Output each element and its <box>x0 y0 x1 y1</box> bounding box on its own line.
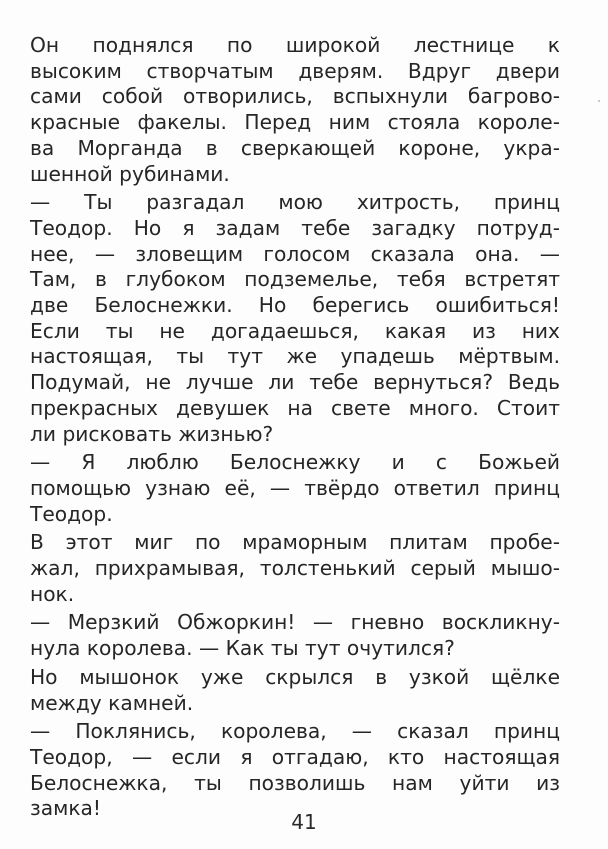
text-line: — Ты разгадал мою хитрость, принц <box>30 190 560 215</box>
story-text <box>30 33 560 825</box>
text-line: нее, — зловещим голосом сказала она. — <box>30 241 560 266</box>
paragraph <box>30 610 560 661</box>
text-line: Он поднялся по широкой лестнице к <box>30 33 560 57</box>
text-line: красные факелы. Перед ним стояла короле- <box>30 110 560 135</box>
text-line: настоящая, ты тут же упадешь мёртвым. <box>30 344 560 369</box>
text-line: Подумай, не лучше ли тебе вернуться? Ведь <box>30 370 560 395</box>
text-line: замка! <box>30 796 101 821</box>
paragraph <box>30 33 560 187</box>
paragraph <box>30 719 560 822</box>
text-line: ли рисковать жизнью? <box>30 421 274 446</box>
text-line: жал, прихрамывая, толстенький серый мышо- <box>30 556 560 581</box>
text-line: Если ты не догадаешься, какая из них <box>30 318 560 343</box>
paragraph <box>30 450 560 527</box>
text-line: нула королева. — Как ты тут очутился? <box>30 636 455 661</box>
text-line: В этот миг по мраморным плитам пробе- <box>30 530 560 555</box>
text-line: Там, в глубоком подземелье, тебя встретят <box>30 267 560 292</box>
text-line: Теодор, — если я отгадаю, кто настоящая <box>30 744 560 769</box>
text-line: две Белоснежки. Но берегись ошибиться! <box>30 293 560 318</box>
text-line: высоким створчатым дверям. Вдруг двери <box>30 58 560 83</box>
text-line: помощью узнаю её, — твёрдо ответил принц <box>30 475 560 500</box>
text-line: Теодор. <box>30 501 113 526</box>
text-line: прекрасных девушек на свете много. Стоит <box>30 395 560 420</box>
paragraph <box>30 665 560 716</box>
text-line: нок. <box>30 581 75 606</box>
text-line: Но мышонок уже скрылся в узкой щёлке <box>30 664 560 689</box>
text-line: шенной рубинами. <box>30 161 230 186</box>
paragraph <box>30 190 560 447</box>
text-line: — Поклянись, королева, — сказал принц <box>30 719 560 744</box>
text-line: — Мерзкий Обжоркин! — гневно воскликну- <box>30 610 560 635</box>
text-line: — Я люблю Белоснежку и с Божьей <box>30 450 560 475</box>
text-line: Теодор. Но я задам тебе загадку потруд- <box>30 215 560 240</box>
page-number: 41 <box>291 810 317 834</box>
paper-speck <box>598 100 600 102</box>
text-line: ва Морганда в сверкающей короне, укра- <box>30 135 560 160</box>
text-line: Белоснежка, ты позволишь нам уйти из <box>30 770 560 795</box>
paragraph <box>30 530 560 607</box>
text-line: между камней. <box>30 690 194 715</box>
text-line: сами собой отворились, вспыхнули багрово- <box>30 84 560 109</box>
